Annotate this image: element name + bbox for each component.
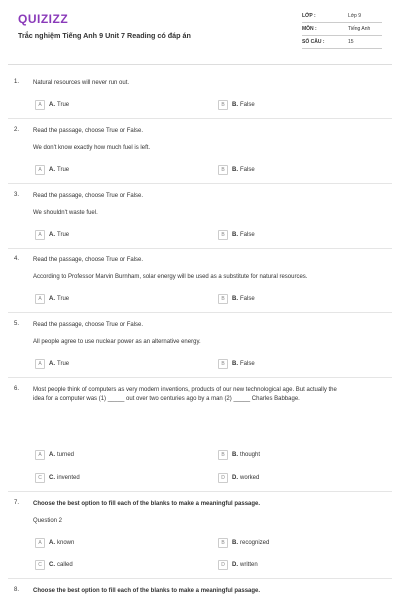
option-text: False — [240, 232, 255, 238]
option-letter-box: A — [35, 450, 45, 460]
meta-value: Tiếng Anh — [348, 26, 371, 32]
option-letter-box: A — [35, 359, 45, 369]
option-letter-box: B — [218, 359, 228, 369]
option-label: A. — [49, 167, 55, 173]
option-label: B. — [232, 167, 238, 173]
question-text: Read the passage, choose True or False. — [33, 128, 144, 134]
option-text: True — [57, 102, 70, 108]
question-number: 1. — [14, 79, 20, 85]
option-text: True — [57, 167, 70, 173]
question-text-line-2: idea for a computer was (1) _____ out over two centuries ago by a man (2) _____ Charles Babbage. — [33, 396, 300, 402]
option-label: B. — [232, 102, 238, 108]
option-label: A. — [49, 361, 55, 367]
question-subtext: According to Professor Marvin Burnham, solar energy will be used as a substitute for natural resources. — [33, 274, 308, 280]
meta-key: MÔN : — [302, 26, 317, 32]
option-text: False — [240, 361, 255, 367]
option-b[interactable] — [218, 230, 255, 240]
question-number: 5. — [14, 321, 20, 327]
option-letter-box: B — [218, 165, 228, 175]
option-a[interactable] — [35, 165, 69, 175]
option-label: A. — [49, 540, 55, 546]
option-text: False — [240, 296, 255, 302]
option-letter-box: B — [218, 294, 228, 304]
page-title: Trắc nghiệm Tiếng Anh 9 Unit 7 Reading có đáp án — [18, 31, 191, 40]
option-letter-box: A — [35, 294, 45, 304]
option-d[interactable] — [218, 560, 258, 570]
option-label: B. — [232, 361, 238, 367]
option-letter-box: B — [218, 230, 228, 240]
option-text: known — [57, 540, 75, 546]
meta-value: Lớp 9 — [348, 13, 362, 19]
divider — [8, 377, 392, 378]
option-c[interactable] — [35, 560, 73, 570]
option-text: True — [57, 361, 70, 367]
question-text: Choose the best option to fill each of the blanks to make a meaningful passage. — [33, 588, 261, 594]
question-text: Read the passage, choose True or False. — [33, 322, 144, 328]
option-letter-box: B — [218, 100, 228, 110]
option-text: invented — [57, 475, 80, 481]
divider — [8, 312, 392, 313]
meta-value: 15 — [348, 39, 354, 45]
option-letter-box: A — [35, 165, 45, 175]
meta-key: LỚP : — [302, 13, 316, 19]
option-text: False — [240, 102, 255, 108]
option-letter-box: B — [218, 450, 228, 460]
option-label: A. — [49, 102, 55, 108]
option-label: D. — [232, 475, 238, 481]
option-letter-box: C — [35, 473, 45, 483]
option-letter-box: C — [35, 560, 45, 570]
option-a[interactable] — [35, 359, 69, 369]
option-letter-box: D — [218, 473, 228, 483]
question-subtext: We shouldn't waste fuel. — [33, 210, 98, 216]
option-b[interactable] — [218, 450, 260, 460]
option-label: C. — [49, 475, 55, 481]
option-a[interactable] — [35, 294, 69, 304]
option-a[interactable] — [35, 450, 74, 460]
option-label: B. — [232, 232, 238, 238]
option-a[interactable] — [35, 100, 69, 110]
option-label: A. — [49, 232, 55, 238]
question-number: 8. — [14, 587, 20, 593]
divider — [8, 491, 392, 492]
option-text: False — [240, 167, 255, 173]
worksheet-header — [8, 0, 392, 65]
option-b[interactable] — [218, 359, 255, 369]
question-number: 6. — [14, 386, 20, 392]
option-text: thought — [240, 452, 261, 458]
option-letter-box: B — [218, 538, 228, 548]
option-label: A. — [49, 296, 55, 302]
question-number: 3. — [14, 192, 20, 198]
option-text: recognized — [240, 540, 270, 546]
option-a[interactable] — [35, 538, 74, 548]
question-text: Natural resources will never run out. — [33, 80, 130, 86]
option-label: A. — [49, 452, 55, 458]
meta-table — [302, 10, 382, 49]
option-b[interactable] — [218, 538, 269, 548]
option-b[interactable] — [218, 165, 255, 175]
option-text: written — [240, 562, 258, 568]
meta-row-subject — [302, 23, 382, 36]
divider — [8, 183, 392, 184]
question-number: 4. — [14, 256, 20, 262]
option-text: called — [57, 562, 73, 568]
question-text: Read the passage, choose True or False. — [33, 193, 144, 199]
question-subtext: Question 2 — [33, 518, 63, 524]
option-letter-box: A — [35, 100, 45, 110]
option-label: B. — [232, 296, 238, 302]
option-label: B. — [232, 540, 238, 546]
question-number: 7. — [14, 500, 20, 506]
option-b[interactable] — [218, 100, 255, 110]
option-label: C. — [49, 562, 55, 568]
meta-key: SỐ CÂU : — [302, 39, 325, 45]
option-d[interactable] — [218, 473, 259, 483]
question-subtext: We don't know exactly how much fuel is left. — [33, 145, 151, 151]
option-c[interactable] — [35, 473, 80, 483]
divider — [8, 248, 392, 249]
option-label: B. — [232, 452, 238, 458]
meta-row-class — [302, 10, 382, 23]
question-text: Choose the best option to fill each of the blanks to make a meaningful passage. — [33, 501, 261, 507]
option-letter-box: A — [35, 230, 45, 240]
meta-row-count — [302, 36, 382, 49]
option-text: turned — [57, 452, 75, 458]
option-text: True — [57, 296, 70, 302]
option-label: D. — [232, 562, 238, 568]
quizizz-logo: QUIZIZZ — [18, 12, 69, 26]
divider — [8, 578, 392, 579]
option-a[interactable] — [35, 230, 69, 240]
question-number: 2. — [14, 127, 20, 133]
option-text: True — [57, 232, 70, 238]
option-letter-box: A — [35, 538, 45, 548]
divider — [8, 118, 392, 119]
option-text: worked — [240, 475, 260, 481]
question-text: Read the passage, choose True or False. — [33, 257, 144, 263]
question-subtext: All people agree to use nuclear power as an alternative energy. — [33, 339, 201, 345]
option-b[interactable] — [218, 294, 255, 304]
question-text-line-1: Most people think of computers as very modern inventions, products of our new technological age. But actually the — [33, 387, 337, 393]
option-letter-box: D — [218, 560, 228, 570]
